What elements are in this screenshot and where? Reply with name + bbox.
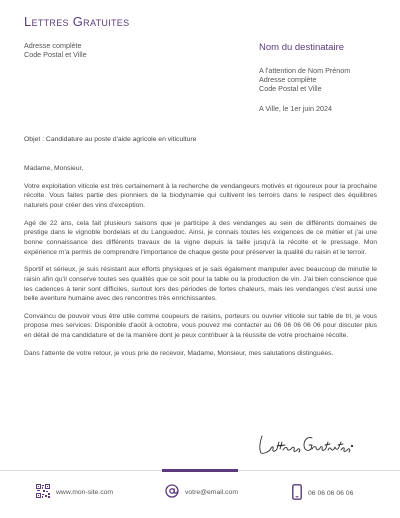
footer-email-text[interactable]: votre@email.com bbox=[185, 488, 238, 496]
letter-salutation: Madame, Monsieur, bbox=[24, 165, 84, 172]
sender-block bbox=[24, 14, 129, 59]
footer bbox=[0, 484, 400, 504]
letter-date: A Ville, le 1er juin 2024 bbox=[259, 104, 332, 113]
at-sign-icon bbox=[165, 484, 179, 500]
footer-email bbox=[165, 484, 238, 500]
recipient-attention: A l'attention de Nom Prénom bbox=[259, 66, 351, 75]
letter-body bbox=[24, 164, 377, 367]
letter-paragraph-3: Sportif et sérieux, je suis résistant aux efforts physiques et je sais également manipuler avec beaucoup de minutie le raisin afin qu'il conserve toutes ses qualités que ce soit pour la table ou la production de vin. J'ai bien conscience que les cadences à tenir sont difficiles, surtout lors des périodes de fortes chaleurs, mais les vendanges c'est aussi une belle aventure humaine avec des rencontres très enrichissantes. bbox=[24, 266, 377, 303]
mobile-phone-icon bbox=[292, 484, 302, 502]
handwritten-signature bbox=[256, 432, 356, 458]
recipient-block bbox=[259, 42, 350, 113]
letter-subject: Objet : Candidature au poste d'aide agricole en viticulture bbox=[24, 136, 197, 143]
letter-paragraph-4: Convaincu de pouvoir vous être utile comme coupeurs de raisins, porteurs ou ouvrier viticole sur table de tri, je vous propose mes services. Disponible d'août à octobre, vous pouvez me contacter au 06 06 06 06 06 pour discuter plus en détail de ma candidature et de la manière dont je peux contribuer à la réussite de votre prochaine récolte. bbox=[24, 312, 377, 340]
letter-paragraph-2: Agé de 22 ans, cela fait plusieurs saisons que je participe à des vendanges au sein de différents domaines de prestige dans le vignoble bordelais et du Languedoc. Ainsi, je connais toutes les exigences de ce métier et j'ai une bonne connaissance des différents travaux de la vigne depuis la taille jusqu'à la récolte et le pressage. Mon expérience m'a permis de comprendre l'importance de chaque geste pour préserver la qualité du raisin et le terroir. bbox=[24, 219, 377, 256]
sender-brand: Lettres Gratuites bbox=[24, 14, 130, 29]
letter-paragraph-1: Votre exploitation viticole est très certainement à la recherche de vendangeurs motivés et rigoureux pour la prochaine récolte. Vous faites partie des pionniers de la biodynamie qui cultivent les terroirs dans le respect des équilibres naturels pour créer des vins d'exception. bbox=[24, 182, 377, 209]
sender-address: Adresse complète bbox=[24, 41, 82, 50]
recipient-postal: Code Postal et Ville bbox=[259, 84, 322, 93]
footer-phone-text[interactable]: 06 06 06 06 06 bbox=[308, 489, 354, 497]
footer-website-text[interactable]: www.mon-site.com bbox=[56, 488, 114, 496]
footer-website bbox=[36, 484, 113, 500]
letter-closing: Dans l'attente de votre retour, je vous prie de recevoir, Madame, Monsieur, mes salutations distinguées. bbox=[24, 349, 334, 357]
sender-postal: Code Postal et Ville bbox=[24, 50, 87, 59]
recipient-name: Nom du destinataire bbox=[259, 42, 345, 53]
recipient-address: Adresse complète bbox=[259, 75, 317, 84]
footer-phone bbox=[292, 484, 353, 502]
qr-code-icon bbox=[36, 484, 50, 500]
footer-divider-accent bbox=[162, 469, 238, 472]
